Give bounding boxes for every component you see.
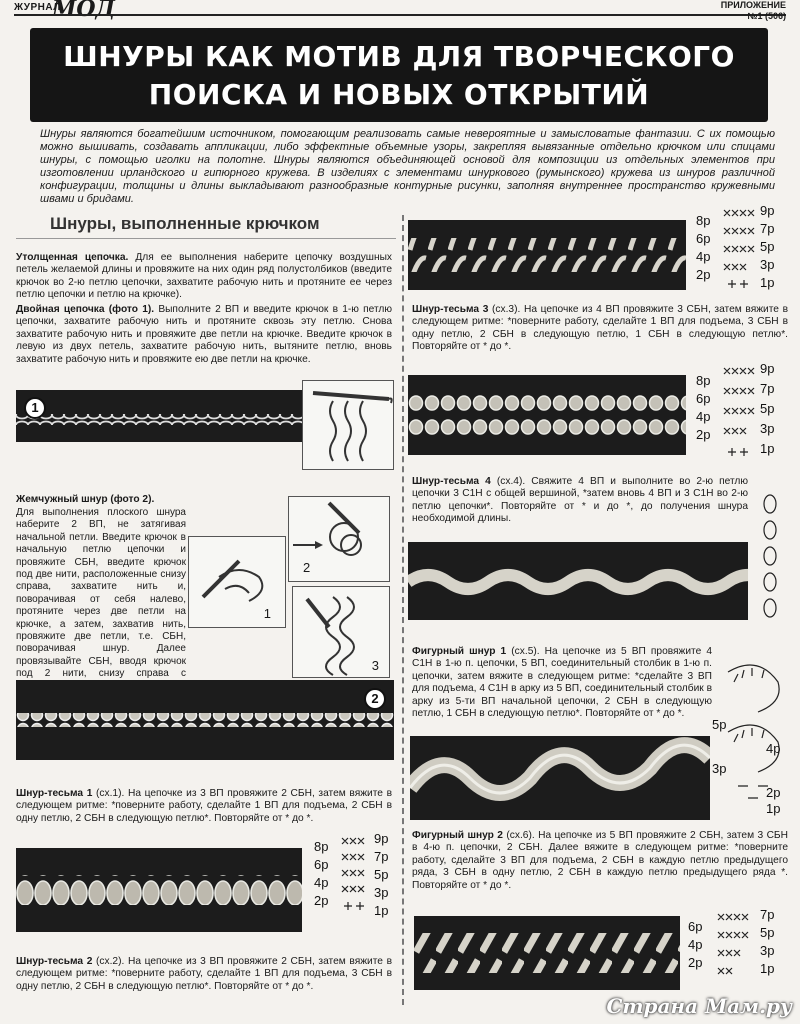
title-banner [30, 28, 768, 122]
figured-cord-1-body: (сх.5). На цепочке из 5 ВП провяжите 4 С1Н в 1-ю п. цепочки, 5 ВП, соединительный столбик в 1-ю п. цепочки, затем вяжите в следующем ритме: *сделайте 3 ВП для подъема, 4 С1Н в арку из 5 ВП, соединительный столбик в арку из 5-ти ВП начальной цепочки, 2 СБН в следующую петлю, 1 СБН в следующую петлю*. Повторяйте от * до *. [412, 646, 712, 720]
photo-2-strip [16, 680, 394, 760]
schema-1-row-label: 4р [314, 875, 329, 890]
schema-2-chart [720, 362, 758, 466]
schema-6-row-label: 2р [688, 955, 703, 970]
tape-cord-2-heading: Шнур-тесьма 2 [16, 956, 93, 967]
pearl-cord-heading-text [16, 494, 296, 506]
site-watermark [606, 994, 792, 1018]
magazine-logo: МОД [52, 0, 116, 22]
schema-3-row-label: 2р [696, 267, 711, 282]
pearl-cord-figure-1 [188, 536, 286, 628]
figured-cord-1-text [412, 646, 712, 720]
thick-chain-body: Для ее выполнения наберите цепочку воздушных петель желаемой длины и провяжите на них один ряд полустолбиков (введите крючок во 2-ю петлю цепочки, захватите рабочую нить и протяните ее через петлю цепочки и петлю на крючке). [16, 252, 393, 301]
tape-cord-2-text [16, 956, 392, 993]
intro-paragraph: Шнуры являются богатейшим источником, помогающим реализовать самые невероятные и замысловатые фантазии. С их помощью можно вышивать, создавать аппликации, либо эффектные объемные узоры, закрепляя вывязанные отдельно крючком или спицами шнуры, с помощью иголки на полотне. Шнуры являются объединяющей основой для композиции из отдельных элементов при изготовлении ирландского и гипюрного кружева. В изделиях с элементами шнуркового (румынского) кружева из шнуров различной конфигурации, толщины и длины выкладывают разнообразные контурные рисунки, заполняя внутреннее пространство кружевными швами и бридами. [40, 128, 775, 205]
schema-5-row-label: 5р [712, 717, 727, 732]
schema-1-row-label: 5р [374, 867, 389, 882]
schema-3-row-label: 6р [696, 231, 711, 246]
pearl-cord-figure-2 [288, 496, 390, 582]
tape-cord-3-heading: Шнур-тесьма 3 [412, 304, 489, 315]
watermark-name: Страна Мам [606, 994, 760, 1018]
supplement-label: ПРИЛОЖЕНИЕ [720, 0, 786, 10]
pearl-cord-image [16, 680, 394, 760]
schema-3-row-label: 5р [760, 239, 775, 254]
issue-number: №1 (506) [747, 11, 786, 21]
schema-1-chart [338, 832, 374, 922]
schema-3-left-labels [696, 214, 710, 282]
double-chain-diagram [302, 380, 394, 470]
page-title [30, 28, 768, 114]
schema-5-row-label: 1р [766, 801, 781, 816]
schema-1-right-labels [374, 832, 388, 918]
tape-cord-1-text [16, 788, 392, 825]
photo-1-number: 1 [24, 397, 46, 419]
double-chain-text [16, 304, 392, 366]
schema-6-left-labels [688, 920, 702, 970]
figured-cord-2-text [412, 830, 788, 892]
tape-cord-4-text [412, 476, 748, 526]
pearl-cord-body: Для выполнения плоского шнура наберите 2 ВП, не затягивая начальной петли. Введите крючок в начальную петлю цепочки и провяжите СБН, введите крючок под две нити, расположенные снизу справа, захватите нить и, поворачивая от себя налево, протяните через две петли на крючке, а затем, захватив нить, провяжите две петли, т.е. СБН, поворачивая шнур. Далее провязывайте СБН, вводя крючок под 2 нити, снизу справа с [16, 507, 186, 680]
schema-1-row-label: 1р [374, 903, 389, 918]
tape-cord-4a-photo [408, 375, 686, 455]
schema-2-row-label: 3р [760, 421, 775, 436]
schema-2-row-label: 1р [760, 441, 775, 456]
schema-3-row-label: 4р [696, 249, 711, 264]
hook-diagram-pearl-1 [189, 537, 287, 629]
tape-cord-3-photo [408, 220, 686, 290]
tape-cord-4-body: (сх.4). Свяжите 4 ВП и выполните во 2-ю петлю цепочки 3 С1Н с общей вершиной, *затем вновь 4 ВП и 3 С1Н во 2-ю петлю цепочки*. Повторяйте от * и до *, до получения шнура необходимой длины. [412, 476, 748, 525]
schema-5-left-labels [712, 718, 726, 776]
schema-6-row-label: 5р [760, 925, 775, 940]
schema-3-row-label: 9р [760, 203, 775, 218]
tape-cord-3-image [408, 220, 686, 290]
header-rule [14, 14, 786, 16]
schema-3-row-label: 1р [760, 275, 775, 290]
thick-chain-heading: Утолщенная цепочка. [16, 252, 129, 263]
figured-cord-1-photo [410, 736, 710, 820]
tape-cord-1-photo [16, 848, 302, 932]
schema-1-row-label: 8р [314, 839, 329, 854]
magazine-label: ЖУРНАЛ [14, 2, 61, 13]
schema-2-left-labels [696, 374, 710, 442]
schema-3-chart [720, 204, 758, 296]
schema-1-row-label: 6р [314, 857, 329, 872]
double-chain-cord-image [16, 390, 302, 442]
schema-3-row-label: 7р [760, 221, 775, 236]
double-chain-body: Выполните 2 ВП и введите крючок в 1-ю петлю цепочки, захватите рабочую нить и протяните сквозь эту петлю. Снова захватите рабочую нить и провяжите две петли на крючке. Введите крючок в левую из двух петель, захватите рабочую нить, вытяните петлю, вновь захватите рабочую нить и провяжите ею две петли на крючке. [16, 304, 392, 365]
schema-1-left-labels [314, 840, 328, 908]
tape-cord-1-body: (сх.1). На цепочке из 3 ВП провяжите 2 СБН, затем вяжите в следующем ритме: *поверните работу, сделайте 1 ВП для подъема, 2 СБН в одну петлю, 2 СБН в следующую петлю*. Повторяйте от * до *. [16, 788, 392, 824]
tape-cord-1-image [16, 848, 302, 932]
schema-6-row-label: 3р [760, 943, 775, 958]
figured-cord-2-heading: Фигурный шнур 2 [412, 830, 503, 841]
tape-cord-4-photo [408, 542, 748, 620]
figure-2-label: 2 [303, 560, 311, 575]
figured-cord-2-body: (сх.6). На цепочке из 5 ВП провяжите 2 СБН, затем 3 СБН в 4-ю п. цепочки, 2 СБН. Далее вяжите в следующем ритме: *поверните работу, сделайте 3 ВП для подъема, 2 СБН в каждую петлю предыдущего ряда, 3 СБН в одну петлю, 2 СБН в каждую петлю предыдущего ряда *. Повторяйте от * до *. [412, 830, 788, 891]
section-underline [16, 238, 396, 239]
schema-5-row-label: 2р [766, 785, 781, 800]
schema-4-chart [756, 490, 786, 630]
figure-3-label: 3 [371, 658, 379, 673]
schema-5-row-label: 4р [766, 741, 781, 756]
schema-3-right-labels [760, 204, 774, 290]
tape-cord-3-text [412, 304, 788, 354]
section-title: Шнуры, выполненные крючком [50, 214, 320, 233]
schema-1-row-label: 2р [314, 893, 329, 908]
schema-2-row-label: 4р [696, 409, 711, 424]
watermark-tld: .ру [759, 994, 792, 1018]
photo-1-strip [16, 390, 302, 442]
thick-chain-text [16, 252, 392, 302]
hook-diagram-1 [303, 381, 395, 471]
figure-1-label: 1 [263, 606, 271, 621]
schema-6-row-label: 1р [760, 961, 775, 976]
schema-2-row-label: 8р [696, 373, 711, 388]
tape-cord-4-image [408, 542, 748, 620]
tape-cord-2-body: (сх.2). На цепочке из 3 ВП провяжите 2 СБН, затем вяжите в следующем ритме: *поверните работу, сделайте 1 ВП для подъема, 3 СБН в одну петлю, 2 СБН в следующую петлю*. Повторяйте от * до *. [16, 956, 392, 992]
schema-1-row-label: 3р [374, 885, 389, 900]
schema-2-right-labels [760, 362, 774, 456]
schema-3-row-label: 8р [696, 213, 711, 228]
column-divider [402, 215, 404, 1005]
title-line-1: ШНУРЫ КАК МОТИВ ДЛЯ ТВОРЧЕСКОГО [63, 40, 735, 73]
schema-5-chart [718, 652, 792, 812]
tape-cord-4a-image [408, 375, 686, 455]
double-chain-heading: Двойная цепочка (фото 1). [16, 304, 155, 315]
schema-2-row-label: 9р [760, 361, 775, 376]
tape-cord-4-heading: Шнур-тесьма 4 [412, 476, 491, 487]
schema-5-right-labels [766, 742, 780, 816]
figured-cord-2-photo [414, 916, 680, 990]
pearl-cord-figure-3 [292, 586, 390, 678]
figured-cord-1-heading: Фигурный шнур 1 [412, 646, 507, 657]
tape-cord-1-heading: Шнур-тесьма 1 [16, 788, 93, 799]
schema-3-row-label: 3р [760, 257, 775, 272]
tape-cord-3-body: (сх.3). На цепочке из 4 ВП провяжите 3 СБН, затем вяжите в следующем ритме: *поверните работу, сделайте 1 ВП для подъема, 3 СБН в одну петлю, 2 СБН в следующую петлю, 1 СБН в следующую петлю*. Повторяйте от * до *. [412, 304, 788, 353]
figured-cord-1-image [410, 736, 710, 820]
schema-6-row-label: 6р [688, 919, 703, 934]
page-header [0, 0, 800, 28]
title-line-2: ПОИСКА И НОВЫХ ОТКРЫТИЙ [148, 78, 650, 111]
schema-2-row-label: 5р [760, 401, 775, 416]
schema-6-chart [712, 908, 756, 994]
schema-6-row-label: 7р [760, 907, 775, 922]
pearl-cord-heading: Жемчужный шнур (фото 2). [16, 494, 155, 505]
photo-2-number: 2 [364, 688, 386, 710]
schema-1-row-label: 7р [374, 849, 389, 864]
schema-6-right-labels [760, 908, 774, 976]
issue-info [721, 0, 786, 22]
figured-cord-2-image [414, 916, 680, 990]
schema-6-row-label: 4р [688, 937, 703, 952]
schema-1-row-label: 9р [374, 831, 389, 846]
schema-2-row-label: 6р [696, 391, 711, 406]
schema-2-row-label: 7р [760, 381, 775, 396]
schema-5-row-label: 3р [712, 761, 727, 776]
schema-2-row-label: 2р [696, 427, 711, 442]
